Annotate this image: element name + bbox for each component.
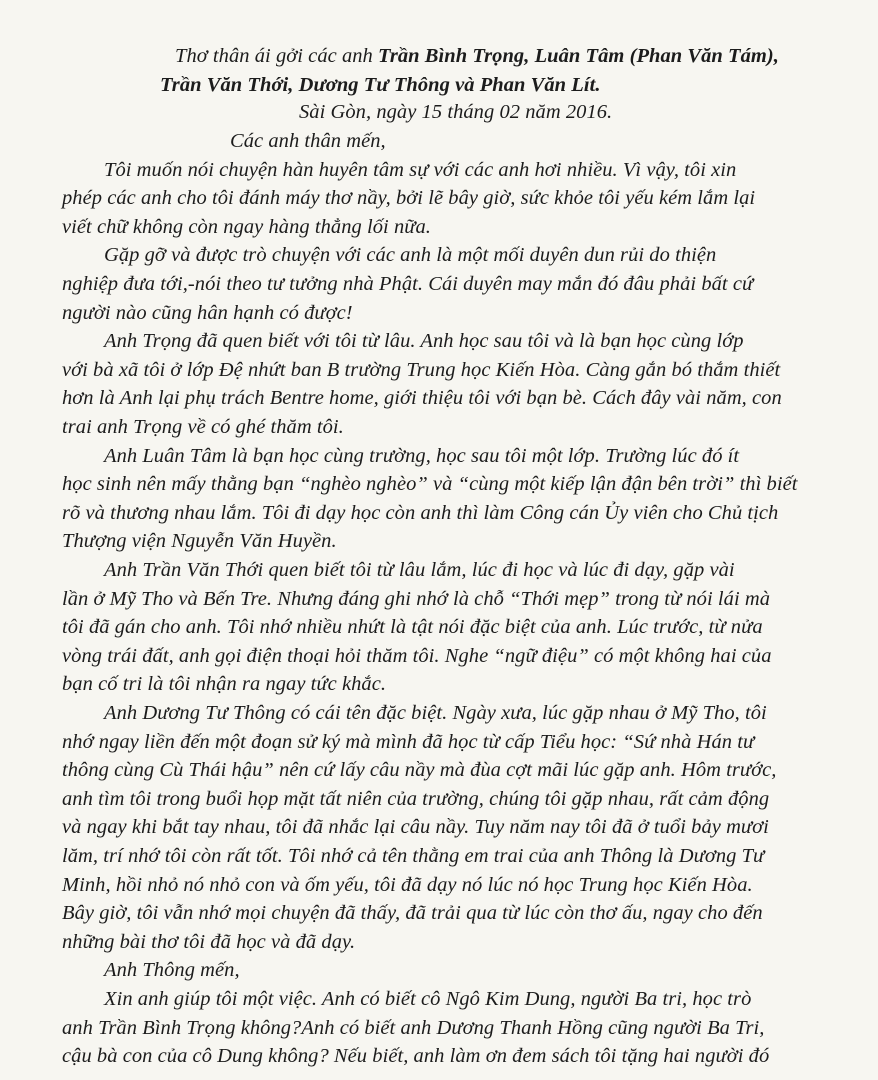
p4-line: rõ và thương nhau lắm. Tôi đi dạy học còn anh thì làm Công cán Ủy viên cho Chủ tịch bbox=[62, 501, 779, 524]
header-names-2: Trần Văn Thới, Dương Tư Thông và Phan Văn Lít. bbox=[160, 74, 601, 96]
p3-line: Anh Trọng đã quen biết với tôi từ lâu. Anh học sau tôi và là bạn học cùng lớp bbox=[104, 330, 744, 353]
p6-line: những bài thơ tôi đã học và đã dạy. bbox=[62, 930, 356, 953]
p2-line: nghiệp đưa tới,-nói theo tư tưởng nhà Phật. Cái duyên may mắn đó đâu phải bất cứ bbox=[62, 273, 754, 295]
p7-line: anh Trần Bình Trọng không?Anh có biết anh Dương Thanh Hồng cũng người Ba Tri, bbox=[62, 1016, 765, 1039]
header-names-1: Trần Bình Trọng, Luân Tâm (Phan Văn Tám), bbox=[378, 45, 779, 67]
p6-line: thông cùng Cù Thái hậu” nên cứ lấy câu nầy mà đùa cợt mãi lúc gặp anh. Hôm trước, bbox=[62, 759, 777, 782]
p5-line: Anh Trần Văn Thới quen biết tôi từ lâu lắm, lúc đi học và lúc đi dạy, gặp vài bbox=[104, 559, 735, 581]
header-line-1 bbox=[175, 43, 779, 69]
p6-line: Bây giờ, tôi vẫn nhớ mọi chuyện đã thấy, đã trải qua từ lúc còn thơ ấu, ngay cho đến bbox=[62, 902, 763, 925]
p4-line: Anh Luân Tâm là bạn học cùng trường, học sau tôi một lớp. Trường lúc đó ít bbox=[104, 444, 740, 467]
p6-line: và ngay khi bắt tay nhau, tôi đã nhắc lại câu nầy. Tuy năm nay tôi đã ở tuổi bảy mươi bbox=[62, 816, 769, 839]
p6-line: nhớ ngay liền đến một đoạn sử ký mà mình đã học từ cấp Tiểu học: “Sứ nhà Hán tư bbox=[62, 730, 755, 753]
p2-line: người nào cũng hân hạnh có được! bbox=[62, 301, 353, 324]
p6-line: Minh, hồi nhỏ nó nhỏ con và ốm yếu, tôi đã dạy nó lúc nó học Trung học Kiến Hòa. bbox=[62, 873, 753, 896]
p1-line: phép các anh cho tôi đánh máy thơ nầy, bởi lẽ bây giờ, sức khỏe tôi yếu kém lắm lại bbox=[62, 187, 756, 210]
p5-line: tôi đã gán cho anh. Tôi nhớ nhiều nhứt là tật nói đặc biệt của anh. Lúc trước, từ nửa bbox=[62, 616, 763, 639]
p5-line: vòng trái đất, anh gọi điện thoại hỏi thăm tôi. Nghe “ngữ điệu” có một không hai của bbox=[62, 644, 772, 667]
p5-line: lần ở Mỹ Tho và Bến Tre. Nhưng đáng ghi nhớ là chỗ “Thới mẹp” trong từ nói lái mà bbox=[62, 587, 771, 610]
p6-line: lăm, trí nhớ tôi còn rất tốt. Tôi nhớ cả tên thằng em trai của anh Thông là Dương Tư bbox=[62, 845, 765, 867]
p7-line: cậu bà con của cô Dung không? Nếu biết, anh làm ơn đem sách tôi tặng hai người đó bbox=[62, 1045, 770, 1068]
salutation-thong: Anh Thông mến, bbox=[104, 959, 240, 982]
header-line-2 bbox=[160, 72, 601, 98]
greeting: Các anh thân mến, bbox=[230, 130, 386, 152]
p4-line: học sinh nên mấy thằng bạn “nghèo nghèo” và “cùng một kiếp lận đận bên trời” thì biết bbox=[62, 473, 798, 496]
date-line: Sài Gòn, ngày 15 tháng 02 năm 2016. bbox=[299, 101, 613, 123]
p6-line: anh tìm tôi trong buổi họp mặt tất niên của trường, chúng tôi gặp nhau, rất cảm động bbox=[62, 787, 770, 810]
header-prefix: Thơ thân ái gởi các anh bbox=[175, 45, 379, 67]
p3-line: hơn là Anh lại phụ trách Bentre home, giới thiệu tôi với bạn bè. Cách đây vài năm, con bbox=[62, 387, 782, 410]
p3-line: trai anh Trọng về có ghé thăm tôi. bbox=[62, 416, 344, 438]
p7-line: Xin anh giúp tôi một việc. Anh có biết cô Ngô Kim Dung, người Ba tri, học trò bbox=[104, 988, 752, 1010]
p5-line: bạn cố tri là tôi nhận ra ngay tức khắc. bbox=[62, 673, 387, 696]
p4-line: Thượng viện Nguyễn Văn Huyền. bbox=[62, 530, 337, 553]
p1-line: Tôi muốn nói chuyện hàn huyên tâm sự với các anh hơi nhiều. Vì vậy, tôi xin bbox=[104, 158, 737, 181]
p3-line: với bà xã tôi ở lớp Đệ nhứt ban B trường Trung học Kiến Hòa. Càng gắn bó thắm thiết bbox=[62, 358, 781, 381]
p1-line: viết chữ không còn ngay hàng thẳng lối nữa. bbox=[62, 215, 431, 238]
p2-line: Gặp gỡ và được trò chuyện với các anh là một mối duyên dun rủi do thiện bbox=[104, 244, 717, 267]
p6-line: Anh Dương Tư Thông có cái tên đặc biệt. Ngày xưa, lúc gặp nhau ở Mỹ Tho, tôi bbox=[104, 702, 767, 724]
